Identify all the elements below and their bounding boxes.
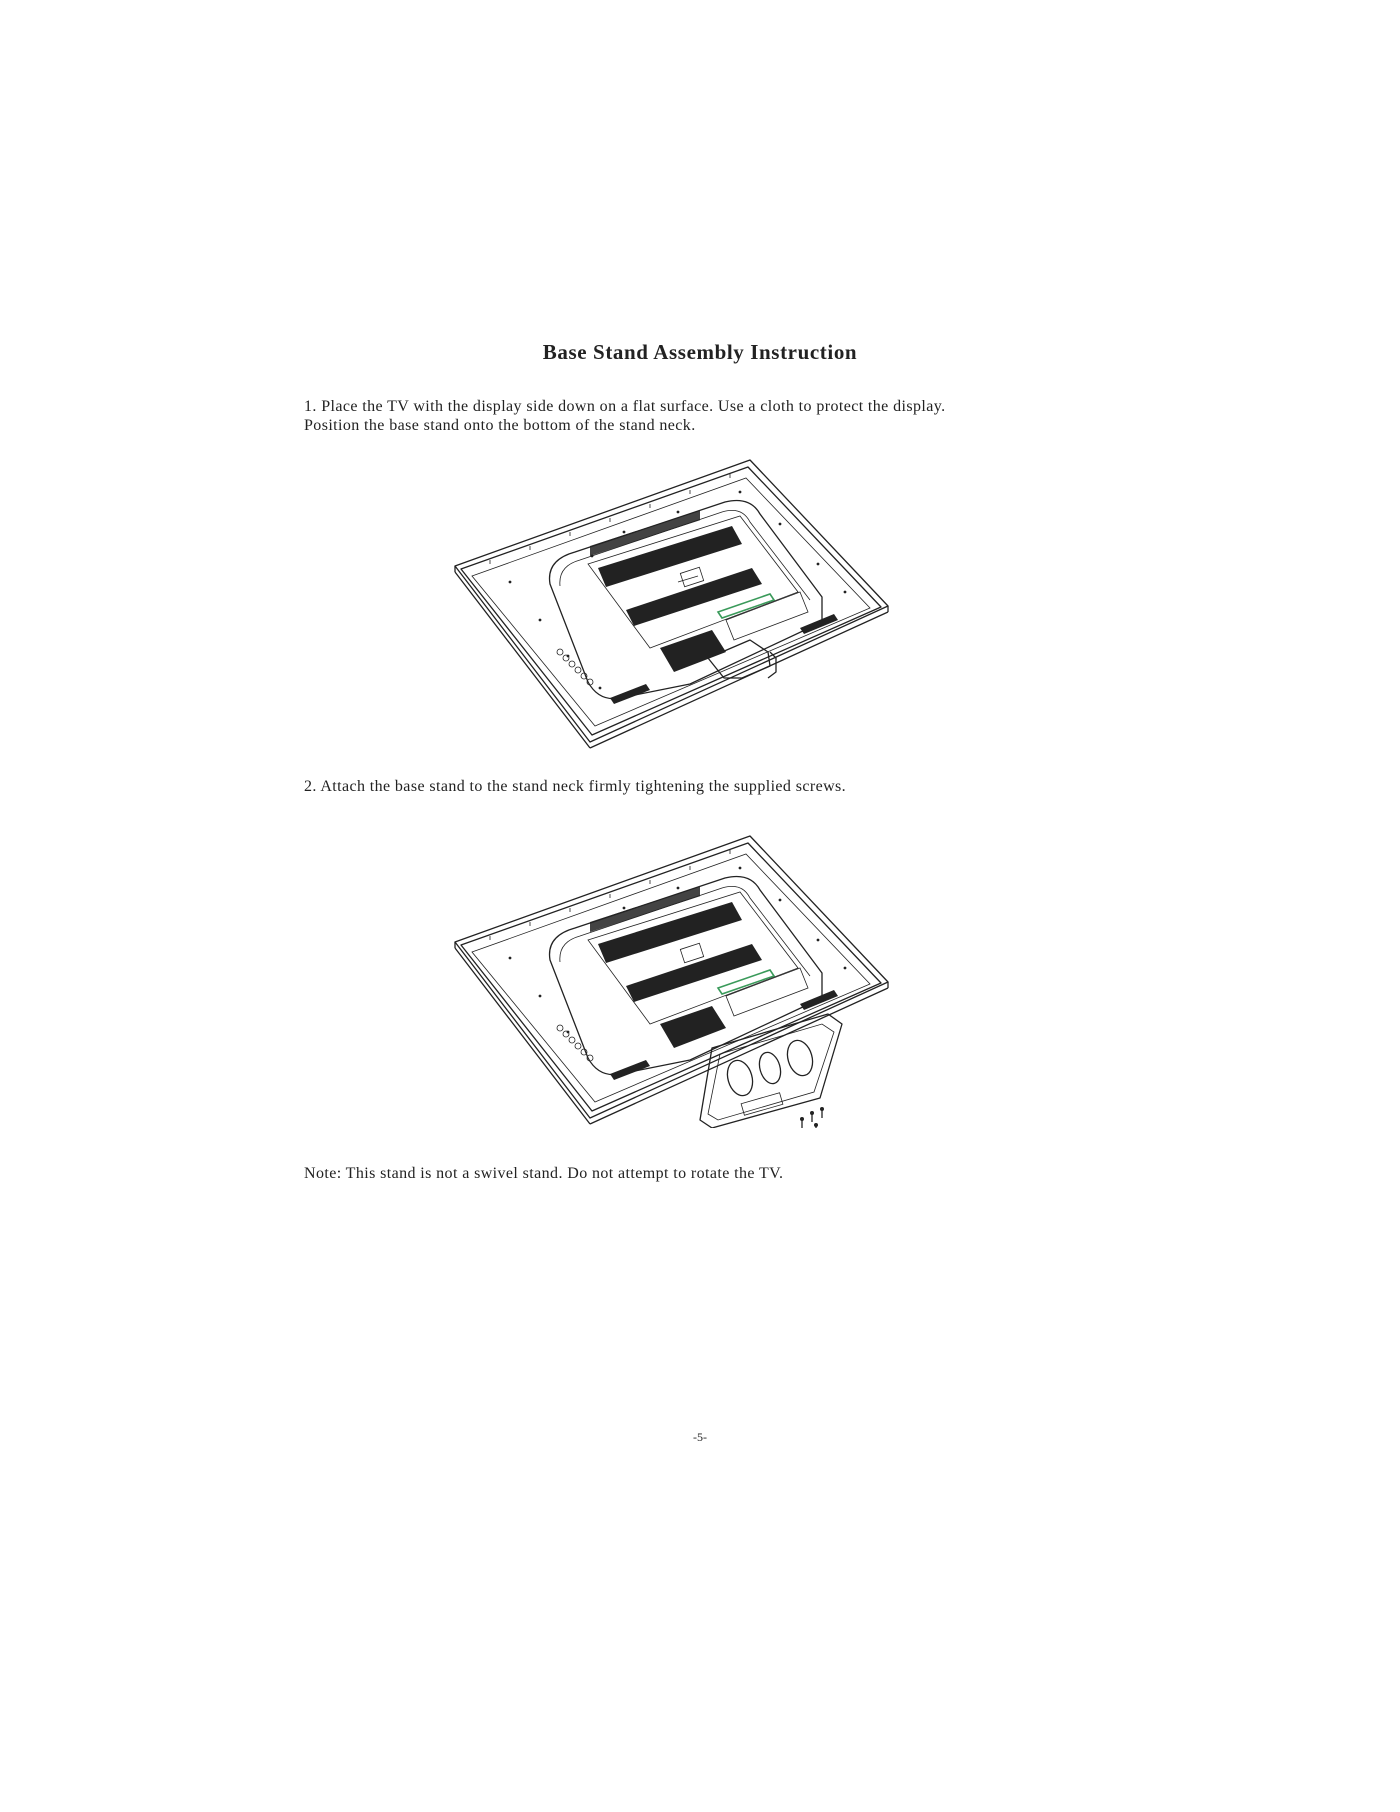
page-number: -5- (693, 1430, 707, 1444)
step-1-line-1: 1. Place the TV with the display side down on a flat surface. Use a cloth to protect the display. (304, 398, 946, 415)
tv-back-illustration-step-2 (450, 828, 900, 1128)
step-1-line-2: Position the base stand onto the bottom of the stand neck. (304, 417, 696, 434)
tv-back-illustration-step-1 (450, 452, 900, 752)
step-1-text (304, 397, 1204, 435)
step-2-text: 2. Attach the base stand to the stand neck firmly tightening the supplied screws. (304, 778, 847, 795)
note-text: Note: This stand is not a swivel stand. Do not attempt to rotate the TV. (304, 1165, 784, 1182)
page-title: Base Stand Assembly Instruction (542, 340, 858, 364)
